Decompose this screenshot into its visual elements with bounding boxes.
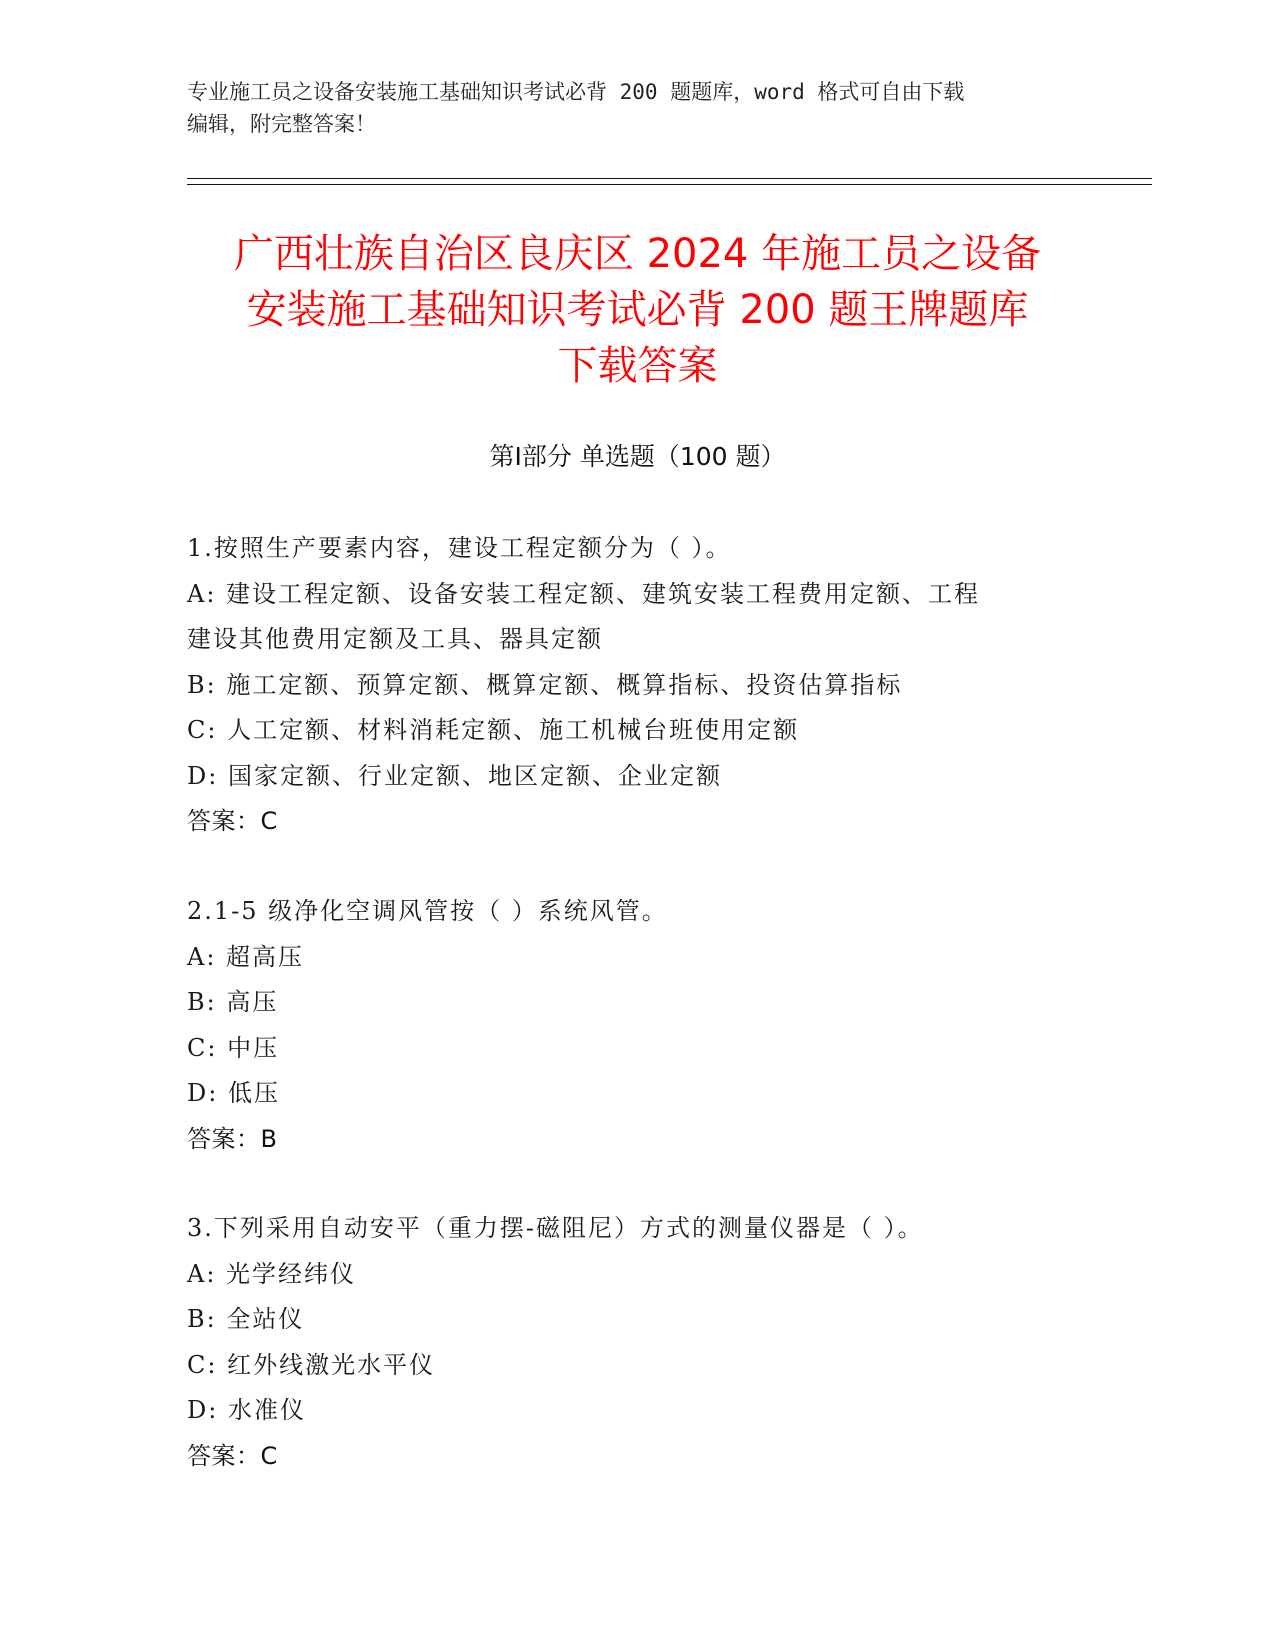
header-note-line-1: 专业施工员之设备安装施工基础知识考试必背 200 题题库，word 格式可自由下载: [187, 80, 965, 104]
question-3: [187, 1206, 1087, 1479]
question-stem: 3.下列采用自动安平（重力摆-磁阻尼）方式的测量仪器是（ ）。: [187, 1214, 924, 1242]
option-a: A: 光学经纬仪: [187, 1259, 357, 1288]
question-2: [187, 889, 1087, 1162]
header-divider-top: [187, 178, 1152, 179]
answer: 答案：C: [187, 1441, 278, 1470]
option-b: B: 全站仪: [187, 1305, 305, 1333]
document-title-line-3: 下载答案: [557, 343, 718, 389]
document-title-line-2: 安装施工基础知识考试必背 200 题王牌题库: [246, 287, 1029, 333]
section-heading: 第Ⅰ部分 单选题（100 题）: [489, 442, 786, 471]
option-d: D: 国家定额、行业定额、地区定额、企业定额: [187, 761, 722, 790]
option-c: C: 人工定额、材料消耗定额、施工机械台班使用定额: [187, 716, 800, 744]
option-d: D: 低压: [187, 1079, 280, 1107]
document-title-line-1: 广西壮族自治区良庆区 2024 年施工员之设备: [233, 231, 1042, 277]
question-1: [187, 526, 1087, 845]
option-d: D: 水准仪: [187, 1396, 306, 1424]
option-c: C: 中压: [187, 1033, 280, 1062]
answer: 答案：C: [187, 807, 278, 835]
question-stem: 1.按照生产要素内容，建设工程定额分为（ ）。: [187, 534, 732, 562]
document-title: [137, 226, 1138, 394]
question-stem: 2.1-5 级净化空调风管按（ ）系统风管。: [187, 897, 668, 925]
header-note: [187, 76, 1087, 140]
option-b: B: 施工定额、预算定额、概算定额、概算指标、投资估算指标: [187, 670, 903, 699]
option-b: B: 高压: [187, 988, 279, 1016]
option-a: A: 超高压: [187, 942, 305, 971]
option-a-continued: 建设其他费用定额及工具、器具定额: [187, 625, 603, 653]
answer: 答案：B: [187, 1124, 278, 1153]
option-c: C: 红外线激光水平仪: [187, 1350, 436, 1379]
header-note-line-2: 编辑，附完整答案！: [187, 112, 376, 136]
option-a: A: 建设工程定额、设备安装工程定额、建筑安装工程费用定额、工程: [187, 579, 981, 608]
header-divider-bottom: [187, 184, 1152, 185]
